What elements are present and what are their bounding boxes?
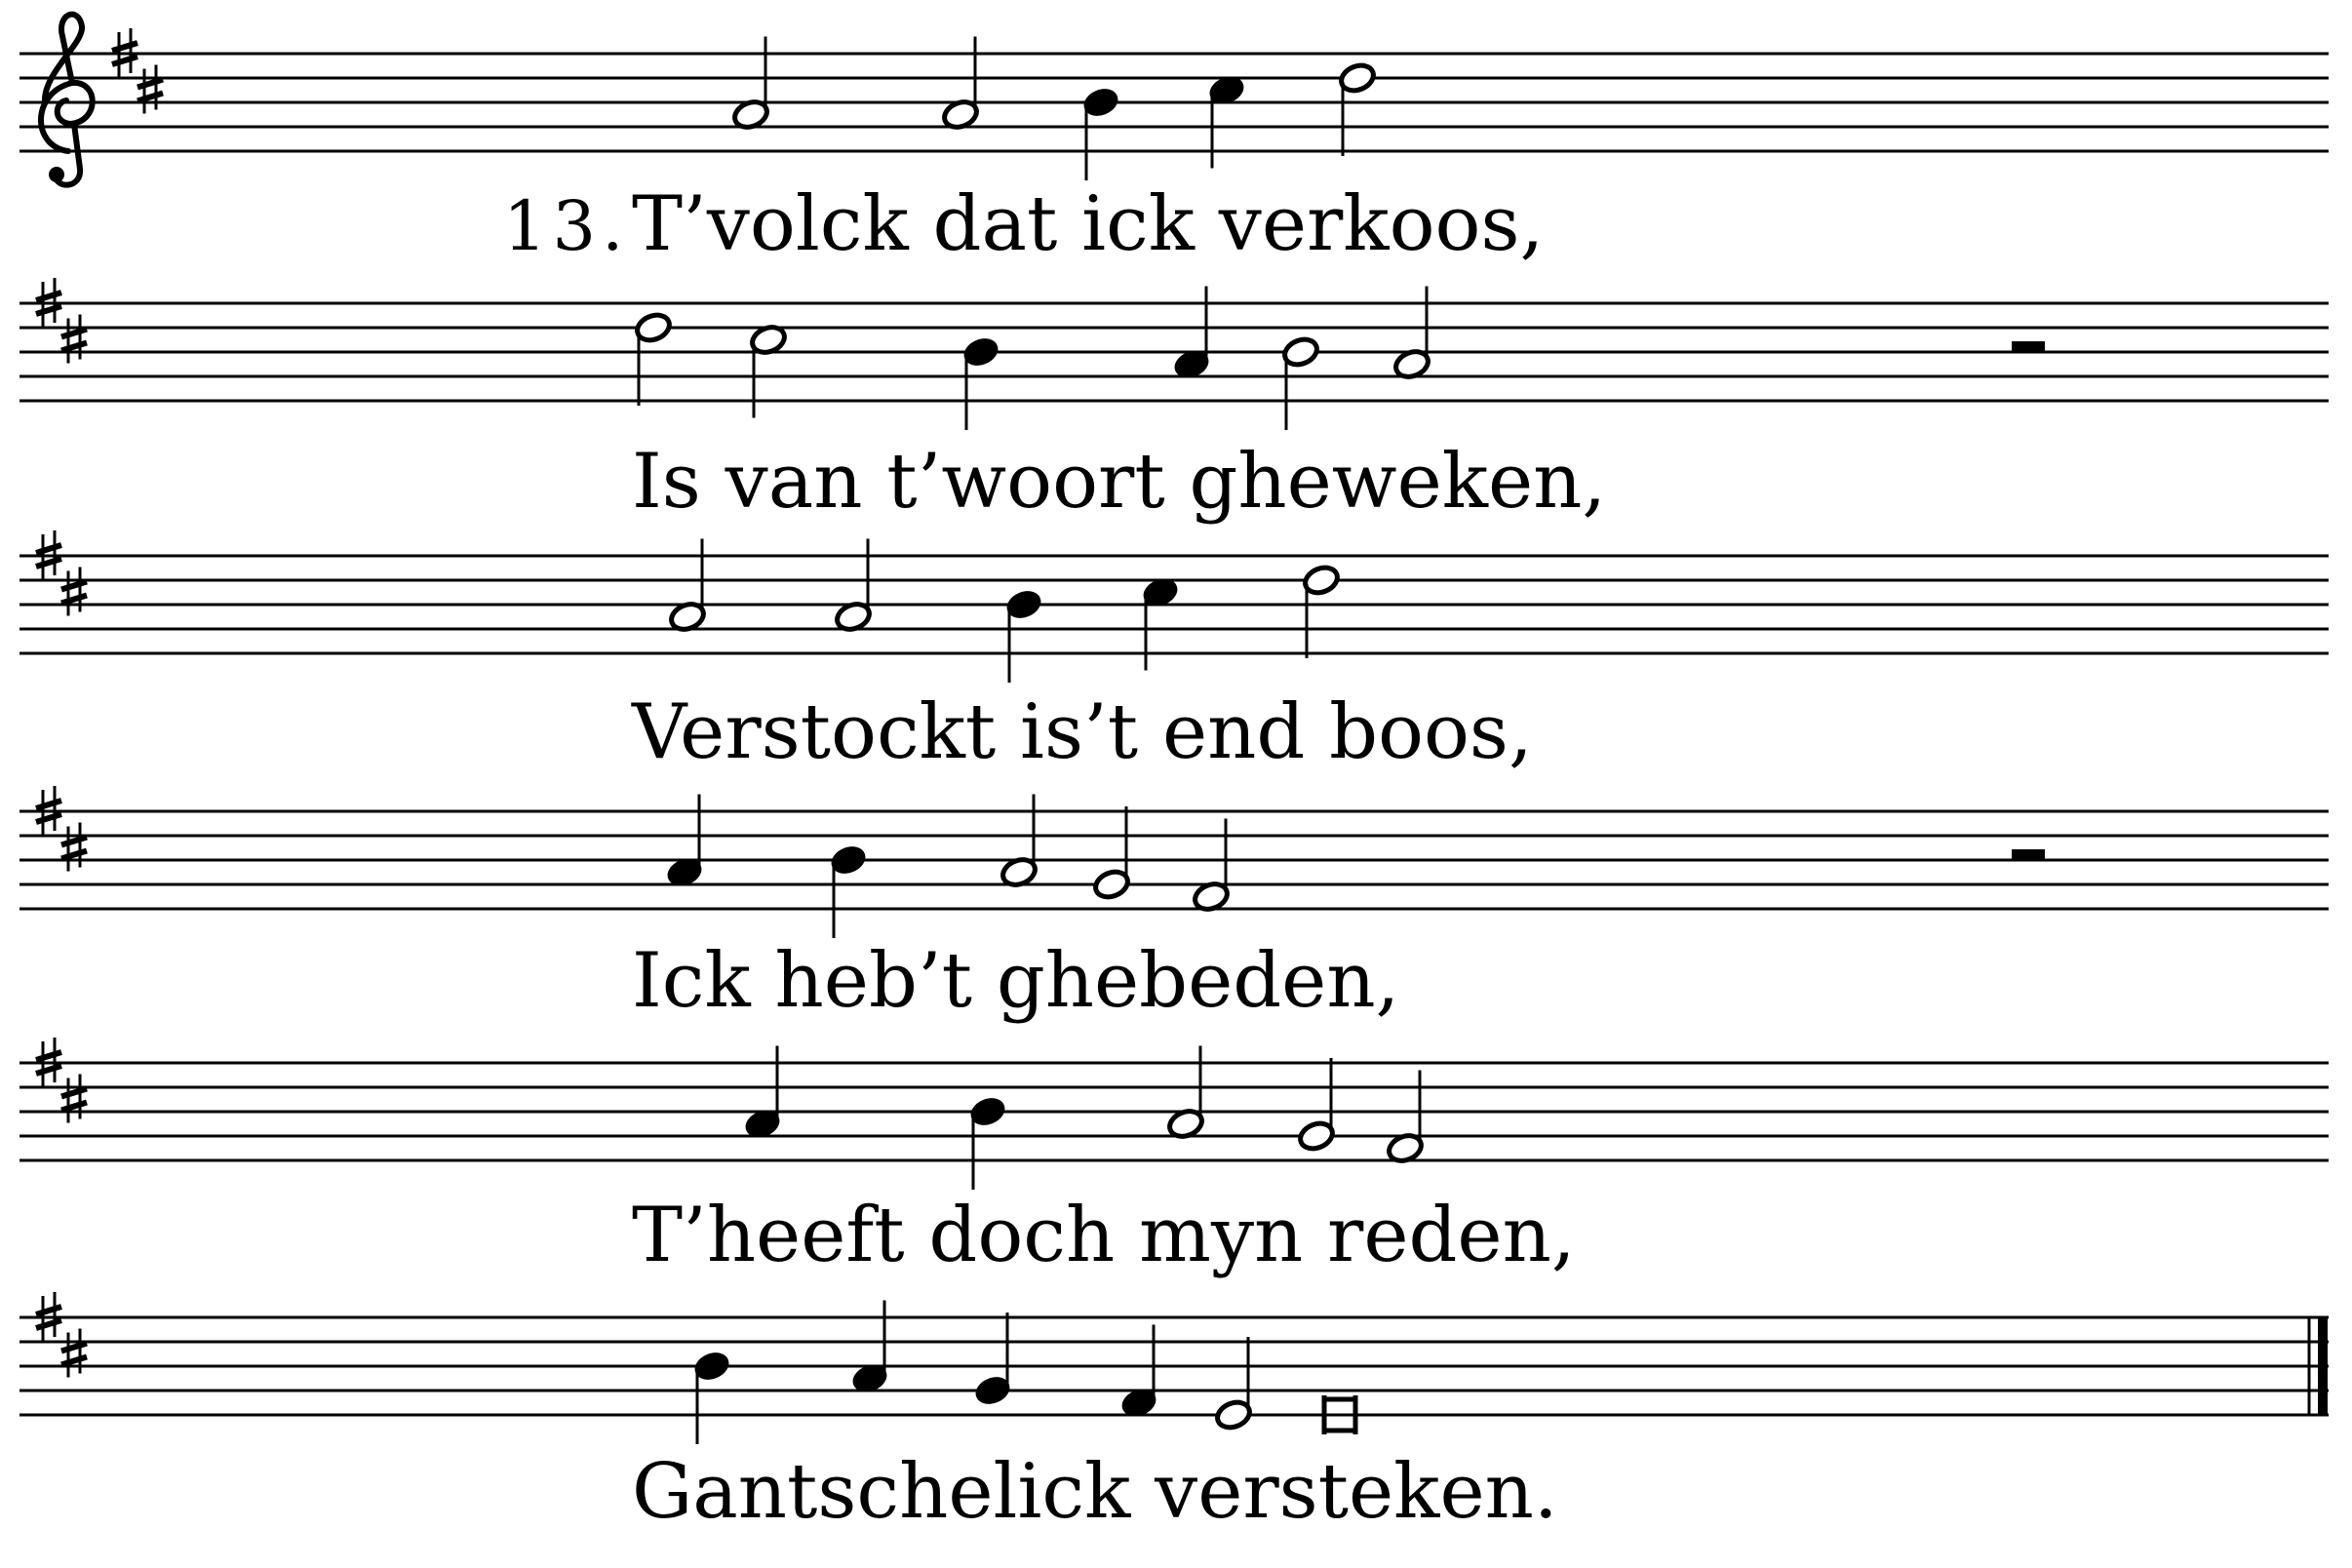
- half-rest: [2012, 341, 2045, 352]
- lyric-line: T’heeft doch myn reden,: [632, 1192, 1576, 1279]
- sharp-sign: [61, 823, 87, 872]
- lyric-line: Verstockt is’t end boos,: [632, 688, 1533, 776]
- lyric-line: Is van t’woort gheweken,: [632, 438, 1607, 526]
- sharp-sign: [61, 1075, 87, 1123]
- half-rest: [2012, 849, 2045, 860]
- sharp-sign: [61, 568, 87, 616]
- lyric-line: Ick heb’t ghebeden,: [632, 937, 1400, 1025]
- sharp-sign: [61, 1329, 87, 1378]
- treble-clef: [41, 15, 93, 185]
- lyric-line: T’volck dat ick verkoos,: [632, 180, 1545, 268]
- lyric-line: Gantschelick versteken.: [632, 1448, 1558, 1536]
- sharp-sign: [137, 65, 163, 114]
- sharp-sign: [61, 315, 87, 364]
- verse-number: 13.: [503, 186, 630, 266]
